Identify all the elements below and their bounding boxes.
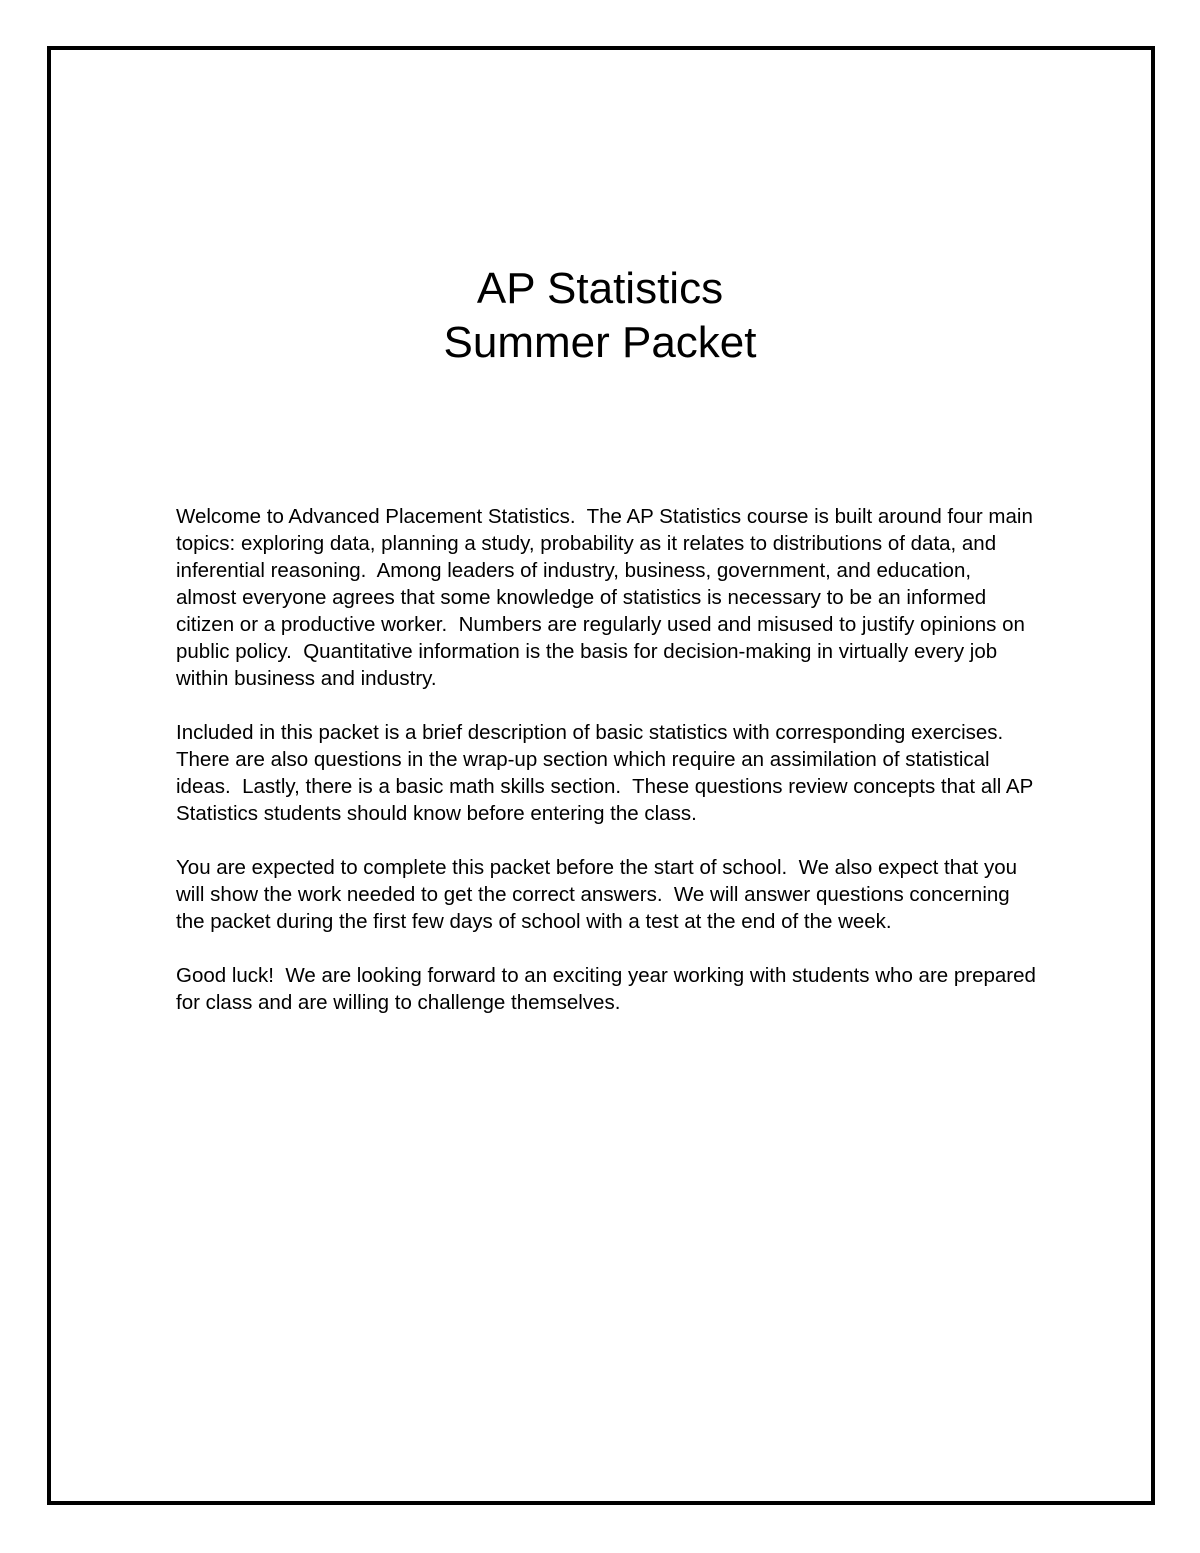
body-text: [176, 503, 1042, 1043]
title-line-2: Summer Packet: [443, 318, 757, 367]
title-line-1: AP Statistics: [476, 264, 724, 313]
page-title: [0, 262, 1200, 370]
paragraph-expectations: You are expected to complete this packet before the start of school. We also expect that you will show the work needed to get the correct answers. We will answer questions concerning the packet during the first few days of school with a test at the end of the week.: [176, 856, 1023, 933]
paragraph-closing: Good luck! We are looking forward to an exciting year working with students who are prepared for class and are willing to challenge themselves.: [176, 964, 1042, 1014]
paragraph-welcome: Welcome to Advanced Placement Statistics. The AP Statistics course is built around four main topics: exploring data, planning a study, probability as it relates to distributions of data, and inferential reasoning. Among leaders of industry, business, government, and education, almost everyone agrees that some knowledge of statistics is necessary to be an informed citizen or a productive worker. Numbers are regularly used and misused to justify opinions on public policy. Quantitative information is the basis for decision-making in virtually every job within business and industry.: [176, 505, 1039, 690]
paragraph-contents: Included in this packet is a brief description of basic statistics with corresponding exercises. There are also questions in the wrap-up section which require an assimilation of statistical ideas. Lastly, there is a basic math skills section. These questions review concepts that all AP Statistics students should know before entering the class.: [176, 721, 1039, 825]
